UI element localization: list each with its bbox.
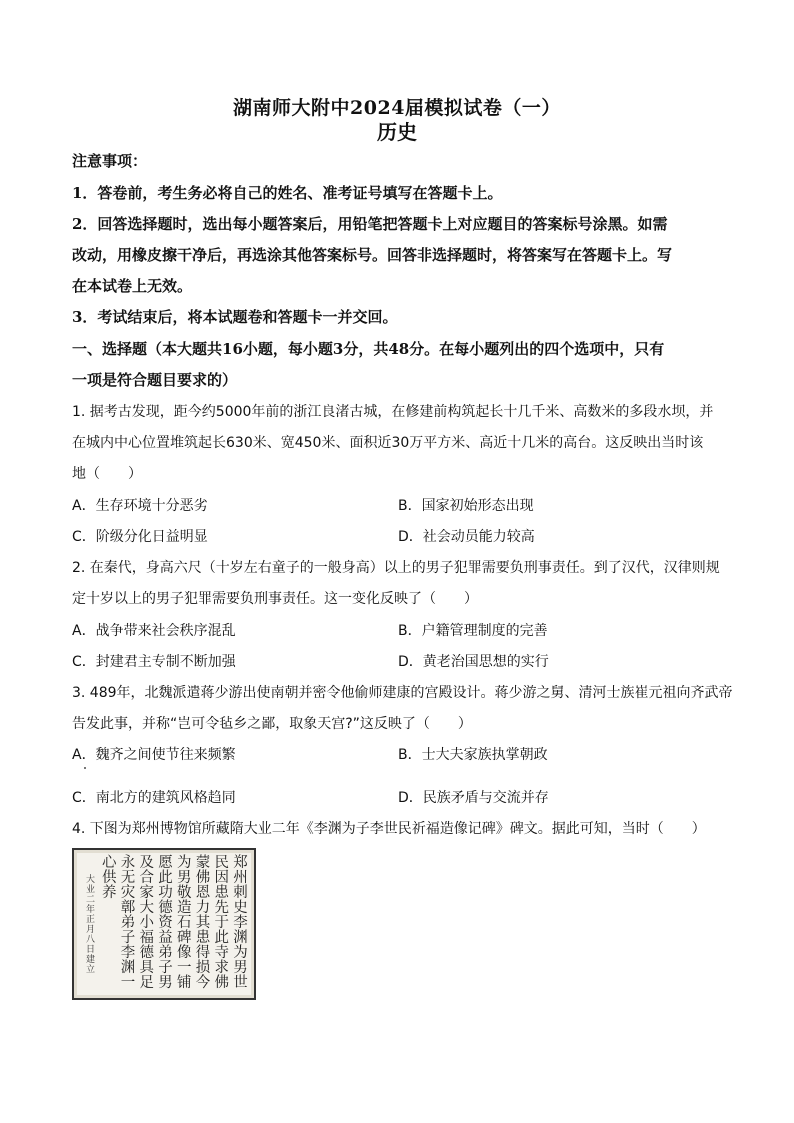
question-stem-3: 3. 489年，北魏派遣蒋少游出使南朝并密令他偷师建康的宫殿设计。蒋少游之舅、清河士族崔元祖向齐武帝 [72, 685, 733, 701]
question-stem-3: 告发此事，并称“岂可令毡乡之鄙，取象天宫?”这反映了（ ） [72, 716, 472, 732]
subject-title: 历史 [377, 120, 417, 144]
option-b: B．国家初始形态出现 [398, 498, 534, 514]
question-stem-1: 在城内中心位置堆筑起长630米、宽450米、面积近30万平方米、高近十几米的高台。这反映出当时该 [72, 435, 704, 451]
stele-column: 郑州刺史李渊为男世 [231, 854, 247, 989]
exam-title: 湖南师大附中2024届模拟试卷（一） [233, 97, 561, 119]
question-stem-1: 地（ ） [72, 466, 142, 482]
stele-column: 永无灾鄣弟子李渊一 [118, 854, 135, 989]
stele-column: 蒙佛恩力其患得损今 [193, 854, 210, 989]
note-line: 3．考试结束后，将本试题卷和答题卡一并交回。 [72, 308, 398, 326]
note-line: 改动，用橡皮擦干净后，再选涂其他答案标号。回答非选择题时，将答案写在答题卡上。写 [72, 246, 673, 264]
note-line: 1．答卷前，考生务必将自己的姓名、准考证号填写在答题卡上。 [72, 184, 503, 202]
section-heading-cont: 一项是符合题目要求的） [72, 371, 238, 389]
notes-heading: 注意事项： [72, 152, 148, 170]
section-heading: 一、选择题（本大题共16小题，每小题3分，共48分。在每小题列出的四个选项中，只有 [72, 340, 665, 358]
option-d: D．黄老治国思想的实行 [398, 654, 549, 670]
stele-column: 及合家大小福德具足 [137, 854, 154, 989]
option-a: A．生存环境十分恶劣 [72, 498, 208, 514]
stele-date-column: 大业二年正月八日建立 [84, 874, 94, 974]
stele-column: 愿此功德资益弟子男 [156, 854, 172, 989]
option-c: C．南北方的建筑风格趋同 [72, 790, 236, 806]
option-c: C．封建君主专制不断加强 [72, 654, 236, 670]
option-a: A．战争带来社会秩序混乱 [72, 623, 236, 639]
note-line: 在本试卷上无效。 [72, 277, 193, 295]
option-a: A．魏齐之间使节往来频繁 [72, 747, 236, 763]
option-c: C．阶级分化日益明显 [72, 529, 208, 545]
question-stem-4: 4. 下图为郑州博物馆所藏隋大业二年《李渊为子李世民祈福造像记碑》碑文。据此可知，当时（ ） [72, 821, 706, 837]
stele-column: 心供养 [99, 854, 116, 899]
option-b: B．户籍管理制度的完善 [398, 623, 548, 639]
stele-column: 民因患先于此寺求佛 [212, 854, 229, 989]
stele-inscription-image [72, 848, 256, 1000]
question-stem-2: 2. 在秦代，身高六尺（十岁左右童子的一般身高）以上的男子犯罪需要负刑事责任。到了汉代，汉律则规 [72, 560, 720, 576]
option-b: B．士大夫家族执掌朝政 [398, 747, 548, 763]
option-d: D．民族矛盾与交流并存 [398, 790, 549, 806]
question-stem-1: 1. 据考古发现，距今约5000年前的浙江良渚古城，在修建前构筑起长十几千米、高数米的多段水坝，并 [72, 404, 714, 420]
option-d: D．社会动员能力较高 [398, 529, 535, 545]
stele-column: 为男敬造石碑像一铺 [174, 854, 191, 989]
question-stem-2: 定十岁以上的男子犯罪需要负刑事责任。这一变化反映了（ ） [72, 591, 478, 607]
stray-mark [84, 767, 86, 769]
note-line: 2．回答选择题时，选出每小题答案后，用铅笔把答题卡上对应题目的答案标号涂黑。如需 [72, 215, 668, 233]
